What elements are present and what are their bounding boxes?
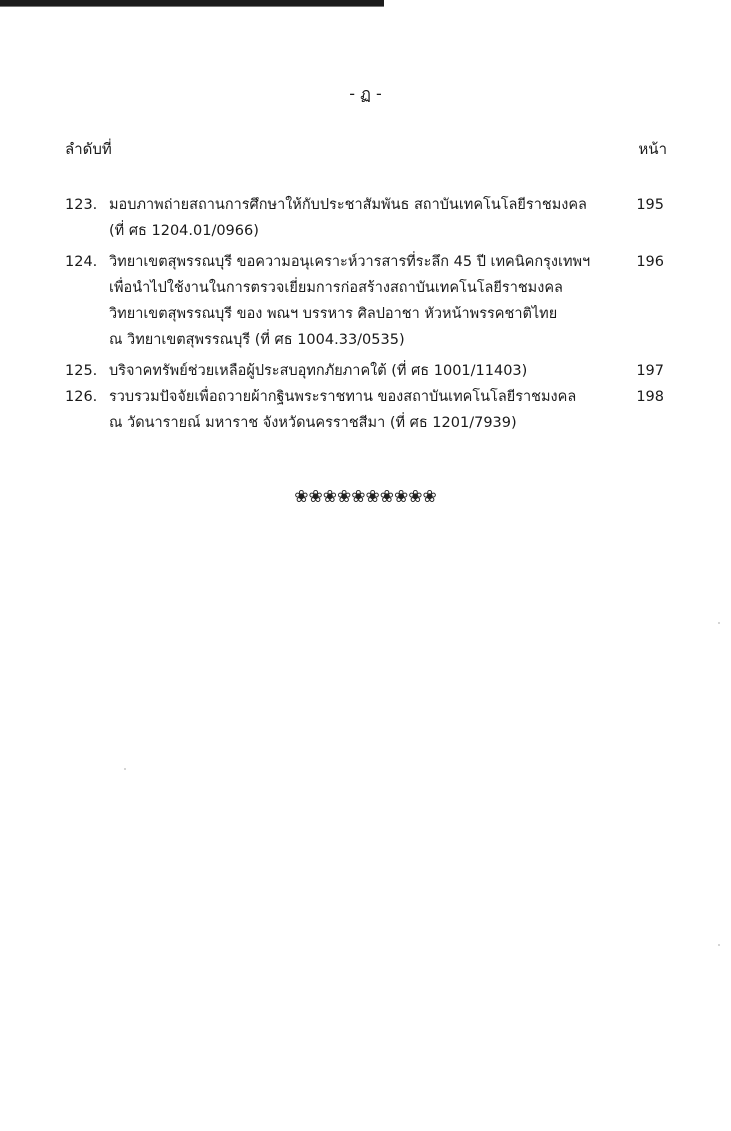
column-header-page: หน้า [638,140,667,158]
scan-speck [718,622,720,624]
entry-page: 198 [636,389,664,405]
toc-entries [65,192,669,436]
entry-number: 126. [65,389,98,405]
scan-speck [124,768,126,770]
entry-line: เพื่อนำไปใช้งานในการตรวจเยี่ยมการก่อสร้างสถาบันเทคโนโลยีราชมงคล [109,280,563,296]
toc-entry [65,249,669,353]
entry-line: ณ วิทยาเขตสุพรรณบุรี (ที่ ศธ 1004.33/0535) [109,332,405,348]
entry-text [109,192,613,244]
flower-ornament-divider: ❀❀❀❀❀❀❀❀❀❀ [294,487,437,507]
entry-page: 197 [636,363,664,379]
entry-line: บริจาคทรัพย์ช่วยเหลือผู้ประสบอุทกภัยภาคใต้ (ที่ ศธ 1001/11403) [109,363,528,379]
entry-text [109,249,613,353]
scan-border-line-thin [0,6,384,7]
entry-line: (ที่ ศธ 1204.01/0966) [109,223,259,239]
toc-entry [65,192,669,244]
entry-line: รวบรวมปัจจัยเพื่อถวายผ้ากฐินพระราชทาน ของสถาบันเทคโนโลยีราชมงคล [109,389,577,405]
entry-number: 123. [65,197,98,213]
page-number: - ฏ - [349,84,382,103]
entry-number: 124. [65,254,98,270]
entry-line: ณ วัดนารายณ์ มหาราช จังหวัดนครราชสีมา (ที่ ศธ 1201/7939) [109,415,517,431]
toc-entry [65,358,669,384]
entry-line: มอบภาพถ่ายสถานการศึกษาให้กับประชาสัมพันธ สถาบันเทคโนโลยีราชมงคล [109,197,587,213]
entry-number: 125. [65,363,98,379]
entry-line: วิทยาเขตสุพรรณบุรี ของ พณฯ บรรหาร ศิลปอาชา หัวหน้าพรรคชาติไทย [109,306,558,322]
entry-text [109,358,613,384]
entry-text [109,384,613,436]
entry-page: 196 [636,254,664,270]
entry-line: วิทยาเขตสุพรรณบุรี ขอความอนุเคราะห์วารสารที่ระลึก 45 ปี เทคนิคกรุงเทพฯ [109,254,591,270]
scan-speck [718,944,720,946]
toc-entry [65,384,669,436]
column-header-order: ลำดับที่ [65,140,112,158]
entry-page: 195 [636,197,664,213]
